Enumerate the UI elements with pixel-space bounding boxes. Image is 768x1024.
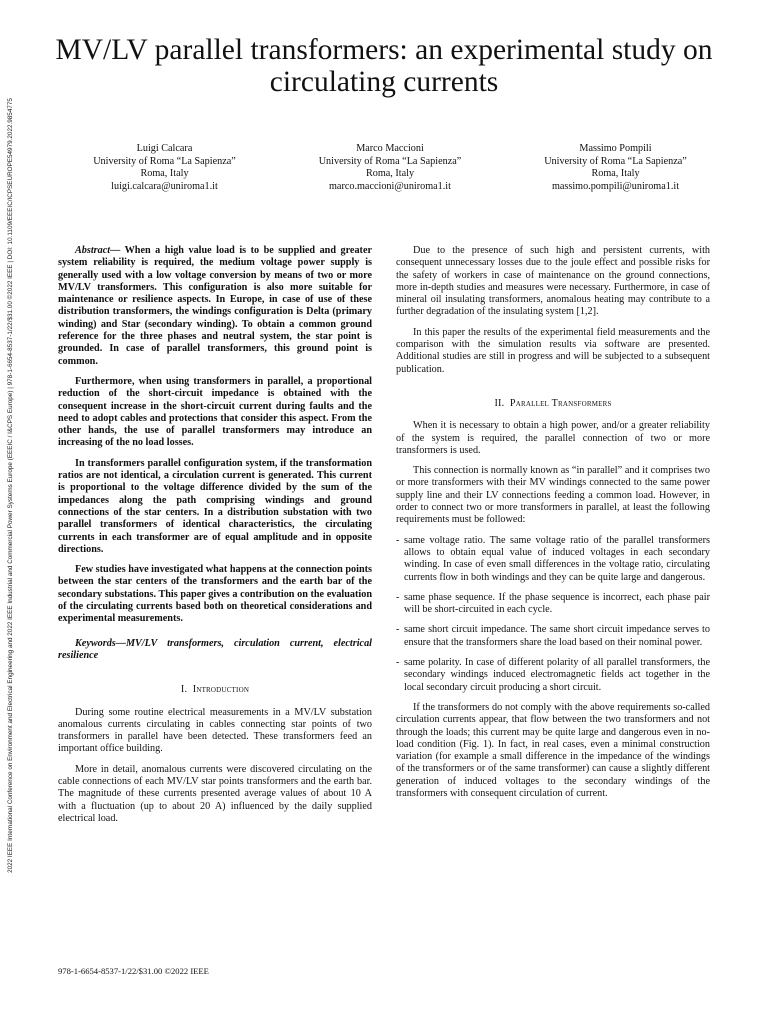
keywords	[58, 638, 372, 663]
author-email: marco.maccioni@uniroma1.it	[329, 180, 451, 192]
abstract-paragraph: Furthermore, when using transformers in parallel, a proportional reduction of the short-circuit impedance is obtained with the consequent increase in the short-circuit current during faults and the need to adopt cables and protections that consider this aspect. From the other hands, the use of parallel transformers may introduce an increasing of the no load losses.	[58, 375, 372, 449]
author-name: Massimo Pompili	[579, 143, 652, 154]
side-copyright-strip	[3, 18, 17, 952]
author-affiliation: University of Roma “La Sapienza”	[93, 155, 236, 167]
author-affiliation: University of Roma “La Sapienza”	[544, 155, 687, 167]
body-paragraph: When it is necessary to obtain a high power, and/or a greater reliability of the system is required, the parallel connection of two or more transformers is used.	[396, 420, 710, 456]
body-paragraph: In this paper the results of the experimental field measurements and the comparison with the simulation results via software are presented. Additional studies are still in progress and will be subjected to a subsequent publication.	[396, 326, 710, 375]
author-name: Marco Maccioni	[356, 143, 424, 154]
author-location: Roma, Italy	[365, 168, 415, 180]
abstract-label: Abstract—	[75, 245, 121, 256]
author-name: Luigi Calcara	[136, 143, 193, 154]
body-paragraph: Due to the presence of such high and persistent currents, with consequent unnecessary losses due to the joule effect and possible risks for the safety of workers in case of maintenance on the ground connections, more in-depth studies and measures were necessary. Furthermore, in case of mineral oil insulating transformers, anomalous heating may contribute to a further degradation of the insulating system [1,2].	[396, 245, 710, 318]
paper-title: MV/LV parallel transformers: an experimental study on circulating currents	[55, 34, 713, 98]
left-column	[58, 245, 372, 833]
right-column	[396, 245, 710, 808]
keywords-label: Keywords—MV/LV	[75, 637, 158, 649]
section-heading-parallel-transformers: II. Parallel Transformers	[494, 397, 612, 409]
section-heading-introduction: I. Introduction	[180, 684, 250, 696]
author-location: Roma, Italy	[591, 168, 640, 180]
author-2	[278, 143, 503, 193]
body-paragraph: If the transformers do not comply with the above requirements so-called circulation currents appear, that flow between the two transformers and not through the loads; this current may be quite large and dangerous even in no-load condition (Fig. 1). In fact, in real cases, even a minimal construction variation (for example a small difference in the impedance of the windings of the transformers or of the same transformer) can cause a slightly different generation of induced voltages to the secondary windings of the transformers with consequent circulation of current.	[396, 701, 710, 799]
abstract-paragraph: Abstract— When a high value load is to be supplied and greater system reliability is required, the medium voltage power supply is generally used with a low voltage conversion by means of two or more MV/LV transformers. This configuration is also more suitable for maintenance or resilience aspects. In Europe, in case of use of these distribution transformers, the windings configuration is Delta (primary winding) and Star (secondary winding). To obtain a common ground reference for the three phases and neutral system, the star point is grounded. In case of parallel transformers, this ground point is common.	[58, 245, 372, 367]
author-email: luigi.calcara@uniroma1.it	[111, 180, 218, 192]
abstract-paragraph: In transformers parallel configuration system, if the transformation ratios are not identical, a circulation current is generated. This current is proportional to the voltage difference divided by the sum of the impedances along the path comprising windings and ground connections of the star centers. In a distribution substation with two parallel transformers of identical characteristics, the circulating currents in each transformer are of equal amplitude and in opposite directions.	[58, 457, 372, 555]
requirements-list	[396, 535, 710, 694]
body-paragraph: More in detail, anomalous currents were discovered circulating on the cable connections of each MV/LV star points transformers and the earth bar. The magnitude of these currents presented average values of about 10 A with a fluctuation (up to about 20 A) influenced by the daily supplied electrical load.	[58, 763, 372, 824]
list-item: - same voltage ratio. The same voltage ratio of the parallel transformers allows to obtain equal value of induced voltages in each secondary winding. In case of even small differences in the voltage ratio, circulating currents flow in both windings and they can be quite large and dangerous.	[396, 535, 710, 584]
list-item: - same short circuit impedance. The same short circuit impedance serves to ensure that the transformers share the load based on their nominal power.	[396, 624, 710, 649]
keywords-list: transformers, circulation current, electrical resilience	[58, 637, 372, 661]
author-location: Roma, Italy	[140, 168, 189, 180]
footer-copyright: 978-1-6654-8537-1/22/$31.00 ©2022 IEEE	[58, 966, 209, 976]
abstract	[58, 245, 372, 662]
author-email: massimo.pompili@uniroma1.it	[551, 180, 680, 192]
abstract-paragraph: Few studies have investigated what happens at the connection points between the star centers of the transformers and the earth bar of the secondary substations. This paper gives a contribution on the evaluation of the circulating currents based both on theoretical considerations and experimental measurements.	[58, 564, 372, 625]
body-paragraph: This connection is normally known as “in parallel” and it comprises two or more transformers with their MV windings connected to the same power supply line and their LV connections feeding a common load. However, in order to connect two or more transformers in parallel, at least the following requirements must be followed:	[396, 465, 710, 526]
list-item: - same phase sequence. If the phase sequence is incorrect, each phase pair will be short-circuited in each cycle.	[396, 592, 710, 617]
list-item: - same polarity. In case of different polarity of all parallel transformers, the secondary windings induced electromagnetic fields act together in the local secondary circuit producing a short circuit.	[396, 657, 710, 694]
author-1	[52, 143, 277, 193]
side-copyright-text: 2022 IEEE International Conference on Environment and Electrical Engineering and 2022 IEEE Industrial and Commercial Power Systems Europe (EEEIC / I&CPS Europe) | 978-1-6654-8537-1/22/$31.00 ©2022 IEEE | DOI: 10.1109/EEEIC/ICPSEUROPE54979.2022.9854775	[6, 97, 14, 873]
body-paragraph: During some routine electrical measurements in a MV/LV substation anomalous currents circulating in cables connecting star points of two transformers in parallel have been detected. These transformers feed an important office building.	[58, 706, 372, 755]
author-3	[503, 143, 728, 193]
author-affiliation: University of Roma “La Sapienza”	[318, 155, 462, 167]
author-block	[52, 143, 728, 193]
